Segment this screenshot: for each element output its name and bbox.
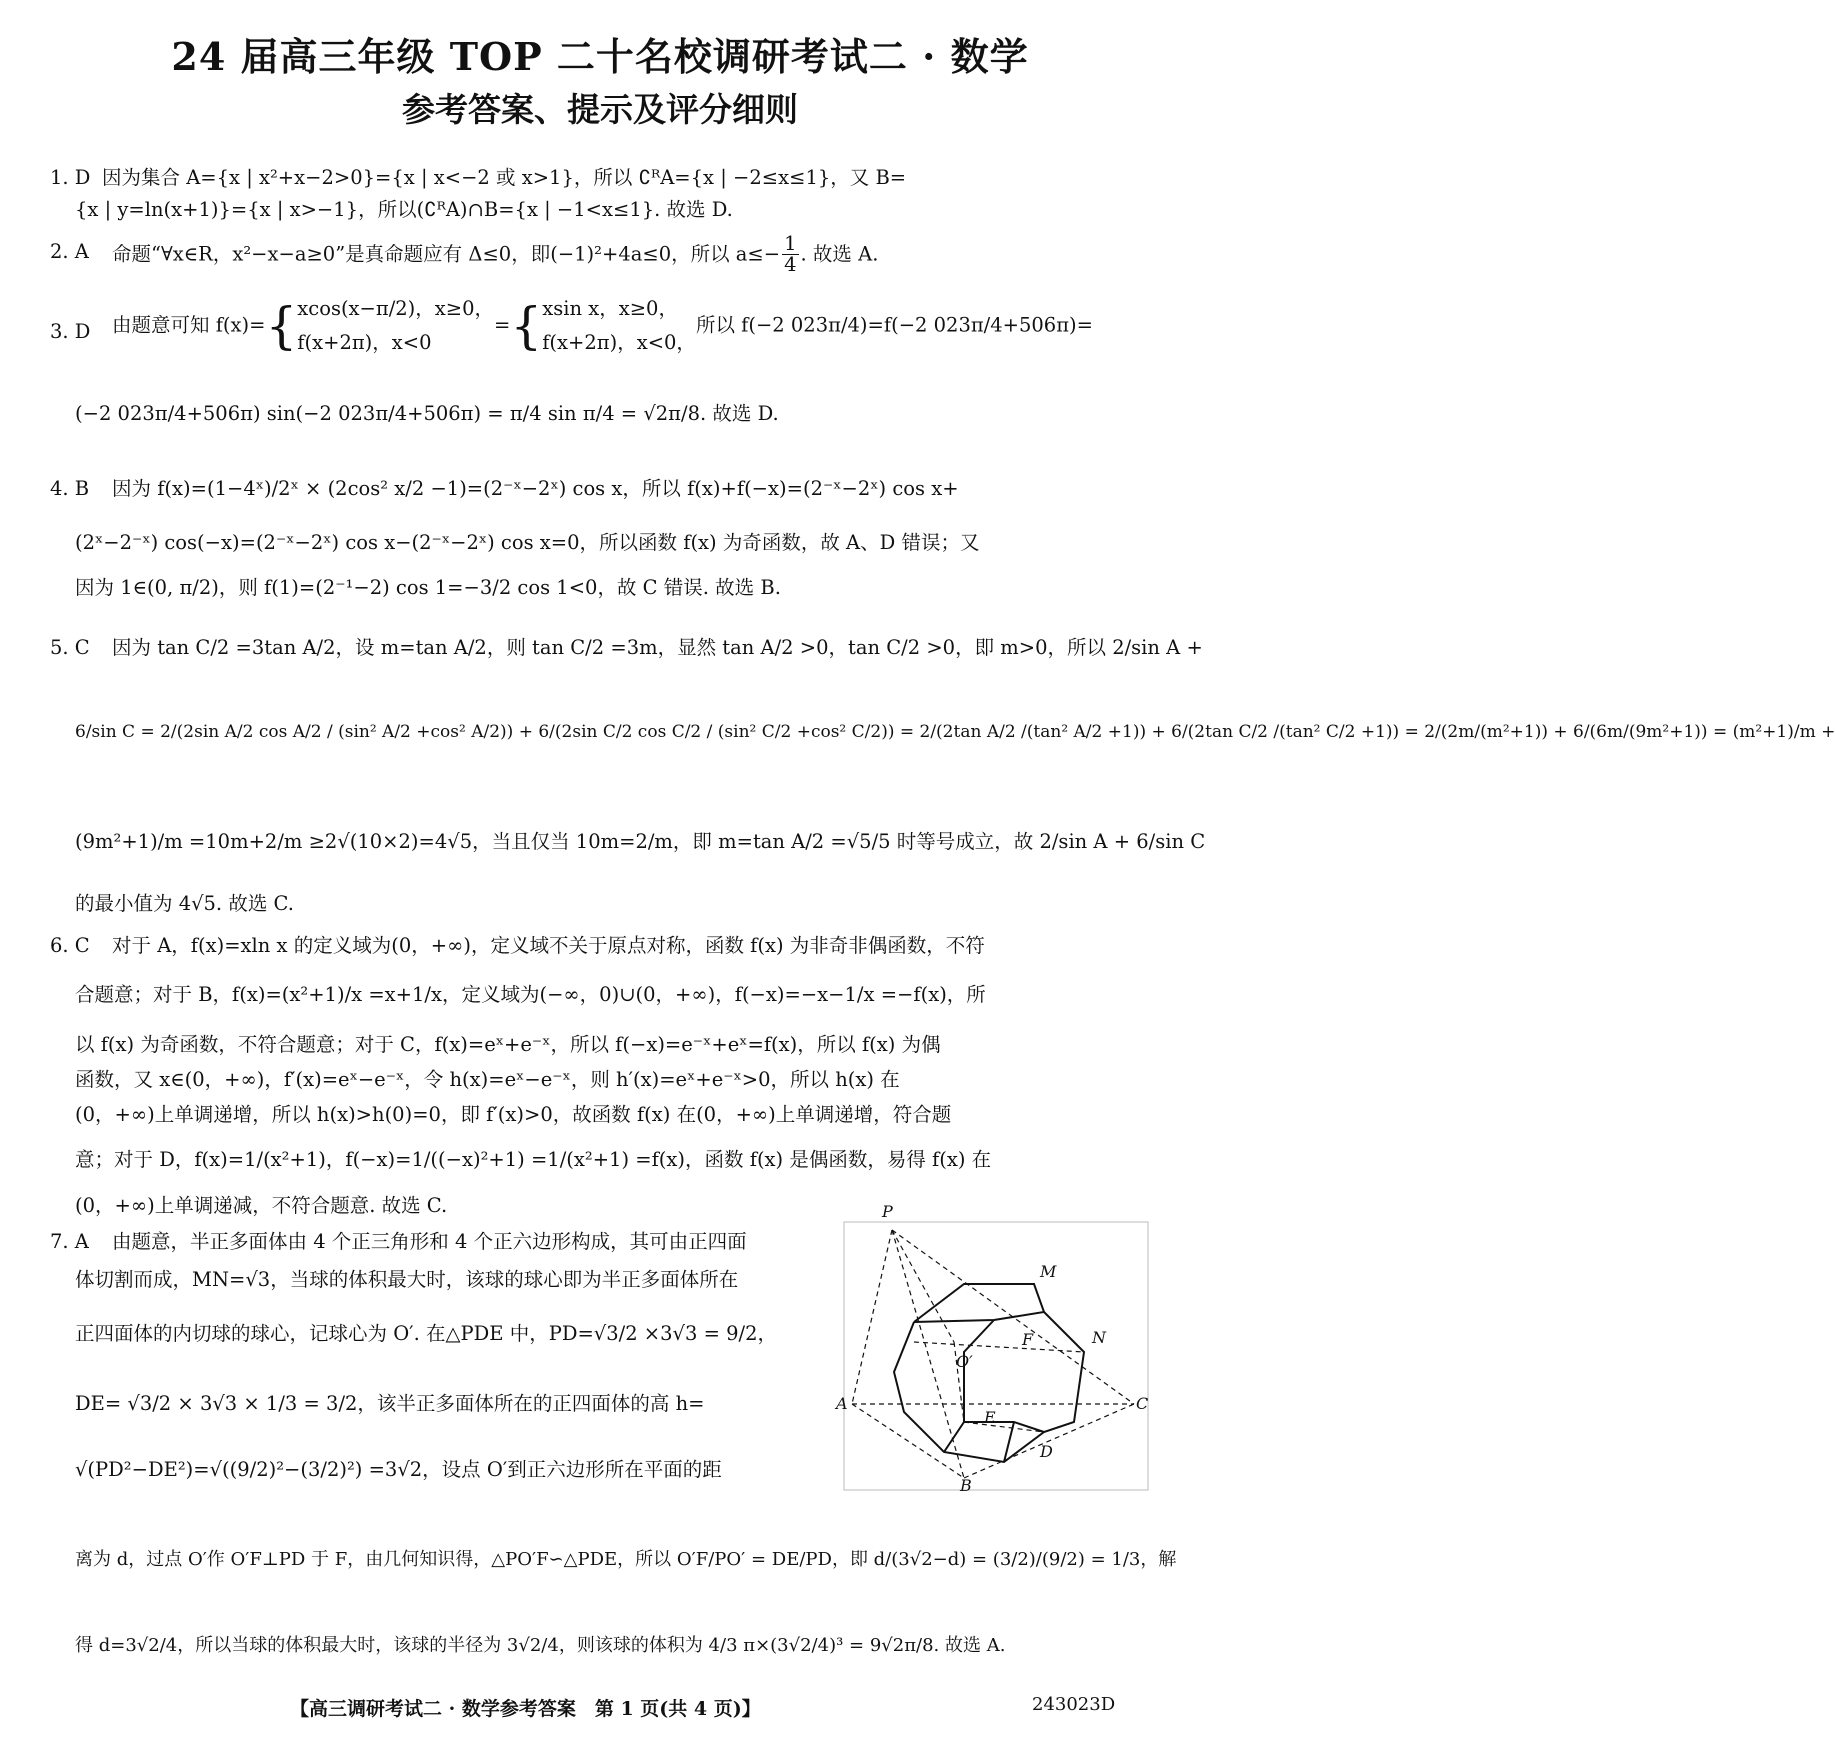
answer-text: √(PD²−DE²)=√((9/2)²−(3/2)²) =3√2，设点 O′到正六边形所在平面的距 bbox=[75, 1458, 722, 1481]
answer-text: 离为 d，过点 O′作 O′F⊥PD 于 F，由几何知识得，△PO′F∽△PDE，所以 O′F/PO′ = DE/PD，即 d/(3√2−d) = (3/2)/(9/2) = 1/3，解 bbox=[75, 1549, 1177, 1570]
answer-text: (0，+∞)上单调递减，不符合题意. 故选 C. bbox=[75, 1194, 448, 1217]
answer-text: 由题意可知 f(x)={ xcos(x−π/2)，x≥0， f(x+2π)，x<0 ={ xsin x，x≥0， f(x+2π)，x<0， 所以 f(−2 023π/4)=f(−2 023π/4+506π)= bbox=[112, 297, 1093, 355]
label-n-text: N bbox=[1092, 1328, 1106, 1347]
label-b-text: B bbox=[960, 1476, 972, 1495]
label-d-text: D bbox=[1040, 1442, 1053, 1461]
answer-text: 得 d=3√2/4，所以当球的体积最大时，该球的半径为 3√2/4，则该球的体积为 4/3 π×(3√2/4)³ = 9√2π/8. 故选 A. bbox=[75, 1635, 1006, 1656]
answer-text: 的最小值为 4√5. 故选 C. bbox=[75, 892, 294, 915]
answer-text: 意；对于 D，f(x)=1/(x²+1)，f(−x)=1/((−x)²+1) =1/(x²+1) =f(x)，函数 f(x) 是偶函数，易得 f(x) 在 bbox=[75, 1148, 992, 1171]
answer-text: 因为 f(x)=(1−4ˣ)/2ˣ × (2cos² x/2 −1)=(2⁻ˣ−2ˣ) cos x，所以 f(x)+f(−x)=(2⁻ˣ−2ˣ) cos x+ bbox=[112, 477, 959, 500]
answer-number: 6. C bbox=[50, 934, 90, 957]
page-title: 24 届高三年级 TOP 二十名校调研考试二 · 数学 bbox=[171, 34, 1029, 79]
answer-text: 正四面体的内切球的球心，记球心为 O′. 在△PDE 中，PD=√3/2 ×3√3 = 9/2， bbox=[75, 1322, 777, 1345]
answer-number: 5. C bbox=[50, 636, 90, 659]
answer-text: 因为集合 A={x | x²+x−2>0}={x | x<−2 或 x>1}，所以 ∁ᴿA={x | −2≤x≤1}，又 B= bbox=[102, 166, 907, 189]
answer-text: (2ˣ−2⁻ˣ) cos(−x)=(2⁻ˣ−2ˣ) cos x−(2⁻ˣ−2ˣ) cos x=0，所以函数 f(x) 为奇函数，故 A、D 错误；又 bbox=[75, 531, 980, 554]
answer-text: {x | y=ln(x+1)}={x | x>−1}，所以(∁ᴿA)∩B={x | −1<x≤1}. 故选 D. bbox=[75, 198, 733, 221]
answer-number: 4. B bbox=[50, 477, 90, 500]
figure-label-layer bbox=[836, 1202, 1149, 1495]
answer-number: 2. A bbox=[50, 240, 89, 263]
answer-text: DE= √3/2 × 3√3 × 1/3 = 3/2，该半正多面体所在的正四面体的高 h= bbox=[75, 1392, 705, 1415]
label-p-text: P bbox=[882, 1202, 893, 1221]
page-footer: 【高三调研考试二 · 数学参考答案 第 1 页(共 4 页)】 bbox=[290, 1698, 761, 1720]
answer-text: 命题“∀x∈R，x²−x−a≥0”是真命题应有 Δ≤0，即(−1)²+4a≤0，所以 a≤− $\frac{1}{4}$ . 故选 A. bbox=[112, 232, 879, 277]
answer-text: 因为 1∈(0, π/2)，则 f(1)=(2⁻¹−2) cos 1=−3/2 cos 1<0，故 C 错误. 故选 B. bbox=[75, 576, 781, 599]
answer-text: 对于 A，f(x)=xln x 的定义域为(0，+∞)，定义域不关于原点对称，函数 f(x) 为非奇非偶函数，不符 bbox=[112, 934, 985, 957]
answer-text: 由题意，半正多面体由 4 个正三角形和 4 个正六边形构成，其可由正四面 bbox=[112, 1230, 747, 1253]
label-o-text: O′ bbox=[956, 1352, 973, 1371]
label-a-text: A bbox=[836, 1394, 848, 1413]
label-e-text: E bbox=[984, 1408, 996, 1427]
doc-code: 243023D bbox=[1032, 1694, 1116, 1715]
answer-text: 以 f(x) 为奇函数，不符合题意；对于 C，f(x)=eˣ+e⁻ˣ，所以 f(−x)=e⁻ˣ+eˣ=f(x)，所以 f(x) 为偶 bbox=[75, 1033, 941, 1056]
answer-text: (9m²+1)/m =10m+2/m ≥2√(10×2)=4√5，当且仅当 10m=2/m，即 m=tan A/2 =√5/5 时等号成立，故 2/sin A + 6/sin C bbox=[75, 830, 1206, 853]
label-f-text: F bbox=[1022, 1330, 1034, 1349]
answer-number: 1. D bbox=[50, 166, 91, 189]
answer-text: 6/sin C = 2/(2sin A/2 cos A/2 / (sin² A/2 +cos² A/2)) + 6/(2sin C/2 cos C/2 / (sin² C/2 +cos² C/2)) = 2/(2tan A/2 /(tan² A/2 +1)) + 6/(2tan C/2 /(tan² C/2 +1)) = 2/(2m/(m²+1)) + 6/(6m/(9m²+1)) = (m²+1)/m + bbox=[75, 722, 1835, 742]
answer-text: (−2 023π/4+506π) sin(−2 023π/4+506π) = π/4 sin π/4 = √2π/8. 故选 D. bbox=[75, 402, 779, 425]
answer-text: 因为 tan C/2 =3tan A/2，设 m=tan A/2，则 tan C/2 =3m，显然 tan A/2 >0，tan C/2 >0，即 m>0，所以 2/sin A + bbox=[112, 636, 1203, 659]
page-subtitle: 参考答案、提示及评分细则 bbox=[402, 90, 798, 129]
answer-text: (0，+∞)上单调递增，所以 h(x)>h(0)=0，即 f′(x)>0，故函数 f(x) 在(0，+∞)上单调递增，符合题 bbox=[75, 1103, 952, 1126]
answer-number: 7. A bbox=[50, 1230, 89, 1253]
label-c-text: C bbox=[1136, 1394, 1149, 1413]
label-m-text: M bbox=[1040, 1262, 1057, 1281]
answer-number: 3. D bbox=[50, 320, 91, 343]
answer-text: 函数，又 x∈(0，+∞)，f′(x)=eˣ−e⁻ˣ，令 h(x)=eˣ−e⁻ˣ，则 h′(x)=eˣ+e⁻ˣ>0，所以 h(x) 在 bbox=[75, 1068, 900, 1091]
answer-text: 合题意；对于 B，f(x)=(x²+1)/x =x+1/x，定义域为(−∞，0)∪(0，+∞)，f(−x)=−x−1/x =−f(x)，所 bbox=[75, 983, 986, 1006]
answer-text: 体切割而成，MN=√3，当球的体积最大时，该球的球心即为半正多面体所在 bbox=[75, 1268, 739, 1291]
